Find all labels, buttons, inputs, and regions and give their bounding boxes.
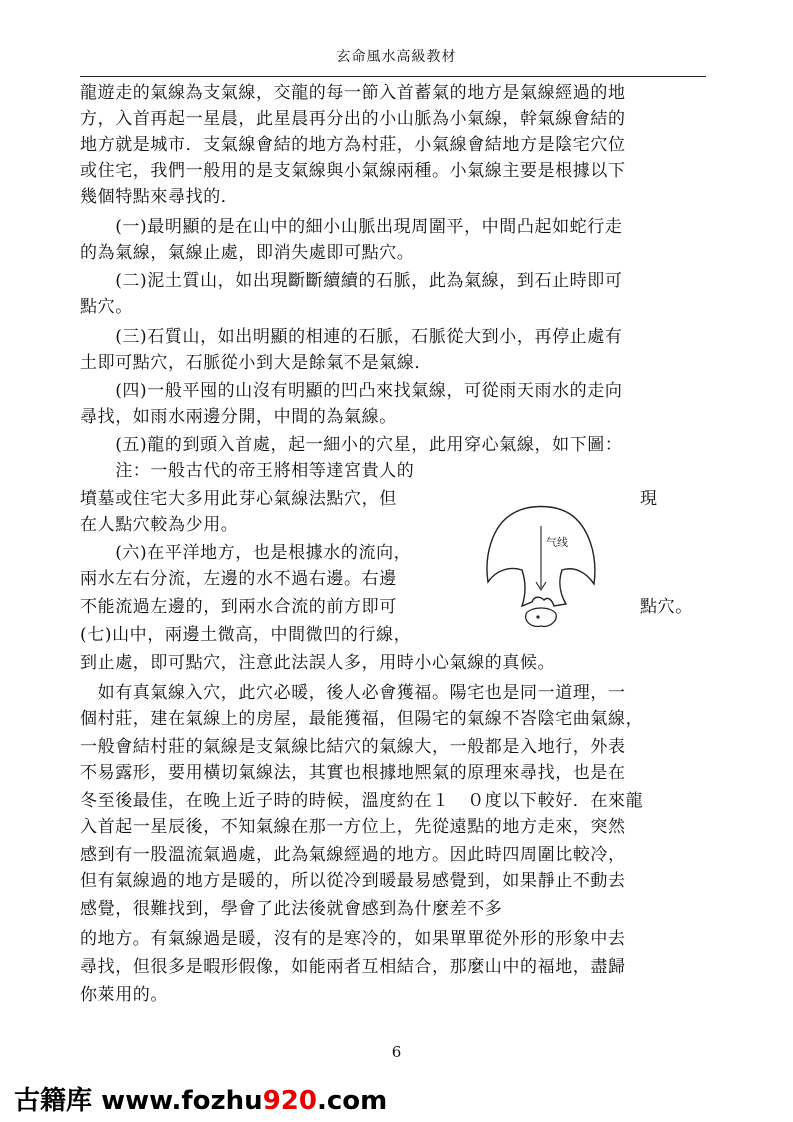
side-text-right: 點穴。 [640, 597, 693, 617]
side-text-right: 現 [640, 489, 658, 509]
text-line: 幾個特點來尋找的． [80, 187, 239, 207]
text-line: 龍遊走的氣線為支氣線，交龍的每一節入首蓄氣的地方是氣線經過的地 [80, 83, 626, 103]
text-line: (七)山中，兩邊土微高，中間微凹的行線， [80, 625, 412, 645]
header-rule [80, 76, 706, 77]
text-line: (五)龍的到頭入首處，起一細小的穴星，此用穿心氣線，如下圖： [80, 435, 623, 455]
text-line: 尋找，如雨水兩邊分開，中間的為氣線。 [80, 407, 397, 427]
text-line: 但有氣線過的地方是暖的，所以從冷到暖最易感覺到，如果靜止不動去 [80, 871, 626, 891]
text-line: 你萊用的。 [80, 985, 168, 1005]
text-line: 的地方。有氣線過是暖，沒有的是寒冷的，如果單單從外形的形象中去 [80, 929, 626, 949]
text-line: 地方就是城市．支氣線會結的地方為村莊，小氣線會結地方是陰宅穴位 [80, 135, 626, 155]
footer-site-name: 古籍库 [14, 1086, 93, 1116]
acupoint-figure [482, 496, 600, 646]
text-line: 兩水左右分流，左邊的水不過右邊。右邊 [80, 569, 397, 589]
text-line: 不能流過左邊的，到兩水合流的前方即可 [80, 597, 397, 617]
text-line: 或住宅，我們一般用的是支氣線與小氣線兩種。小氣線主要是根據以下 [80, 161, 626, 181]
text-line: 注：一般古代的帝王將相等達宮貴人的 [80, 461, 415, 481]
text-line: (一)最明顯的是在山中的細小山脈出現周圍平，中間凸起如蛇行走 [80, 217, 623, 237]
acupoint-base [526, 608, 557, 626]
text-line: (三)石質山，如出明顯的相連的石脈，石脈從大到小，再停止處有 [80, 327, 623, 347]
page-header: 玄命風水高級教材 [336, 49, 457, 65]
text-line: 入首起一星辰後，不知氣線在那一方位上，先從遠點的地方走來，突然 [80, 817, 626, 837]
text-line: 墳墓或住宅大多用此芽心氣線法點穴，但 [80, 489, 397, 509]
text-line: 點穴。 [80, 297, 133, 317]
text-line: 不易露形，要用橫切氣線法，其實也根據地熈氣的原理來尋找，也是在 [80, 763, 626, 783]
text-line: 在人點穴較為少用。 [80, 515, 239, 535]
text-line: 感覺，很難找到，學會了此法後就會感到為什麼差不多 [80, 899, 503, 919]
acupoint-mark [536, 615, 539, 618]
text-line: 冬至後最佳，在晚上近子時的時候，溫度約在１ ０度以下較好．在來龍 [80, 791, 644, 811]
footer-watermark [14, 1080, 387, 1117]
text-line: 到止處，即可點穴，注意此法誤人多，用時小心氣線的真候。 [80, 653, 556, 673]
text-line: (四)一般平囤的山沒有明顯的凹凸來找氣線，可從雨天雨水的走向 [80, 381, 623, 401]
footer-url: www.fozhu920.com [101, 1086, 388, 1116]
text-line: 一般會結村莊的氣線是支氣線比結穴的氣線大，一般都是入地行，外表 [80, 737, 626, 757]
text-line: 的為氣線，氣線止處，即消失處即可點穴。 [80, 243, 415, 263]
text-line: 如有真氣線入穴，此穴必暖，後人必會獲福。陽宅也是同一道理，一 [80, 683, 626, 703]
text-line: 方，入首再起一星晨，此星晨再分出的小山脈為小氣線，幹氣線會結的 [80, 109, 626, 129]
text-line: 感到有一股溫流氣過處，此為氣線經過的地方。因此時四周圍比較冷， [80, 845, 626, 865]
text-line: 土即可點穴，石脈從小到大是餘氣不是氣線． [80, 353, 432, 373]
text-line: (二)泥土質山，如出現斷斷續續的石脈，此為氣線，到石止時即可 [80, 271, 623, 291]
page-number: 6 [391, 1043, 402, 1061]
text-line: 尋找，但很多是暇形假像，如能兩者互相結合，那麼山中的福地，盡歸 [80, 957, 626, 977]
figure-label: 气线 [546, 536, 568, 549]
text-line: (六)在平洋地方，也是根據水的流向， [80, 543, 412, 563]
text-line: 個村莊，建在氣線上的房屋，最能獲福，但陽宅的氣線不峇陰宅曲氣線， [80, 709, 644, 729]
